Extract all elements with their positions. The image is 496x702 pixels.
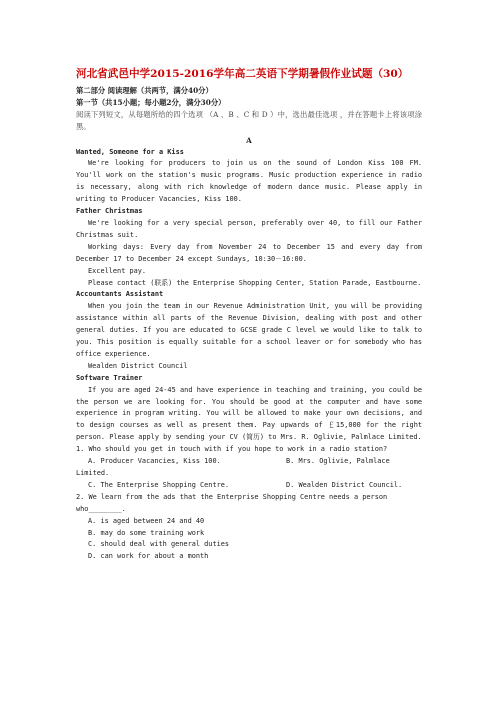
ad-paragraph: We're looking for a very special person, preferably over 40, to fill our Father Christmas suit. <box>76 218 422 239</box>
option-a: A. Producer Vacancies, Kiss 100. <box>88 457 221 466</box>
question-stem: 1. Who should you get in touch with if you hope to work in a radio station? <box>76 445 388 454</box>
option-row <box>76 480 422 492</box>
section-heading: 第一节（共15小题；每小题2分，满分30分） <box>76 97 226 107</box>
option-c: C. The Enterprise Shopping Centre. <box>88 480 230 489</box>
document-body <box>76 85 422 563</box>
ad-paragraph: If you are aged 24-45 and have experience in teaching and training, you could be the person we are looking for. You should be good at the computer and have some experience in program writing. You will be allowed to make your own decisions, and to design courses as well as present them. Pay upwards of ￡15,000 for the right person. Please apply by sending your CV (简历) to Mrs. R. Oglivie, Palmlace Limited. <box>76 385 422 442</box>
instructions: 阅读下列短文，从每题所给的四个选项 （A 、B 、C 和 D ）中，选出最佳选项 ，并在答题卡上将该项涂黑。 <box>76 109 422 131</box>
option-row <box>76 456 422 468</box>
option-b: B. may do some training work <box>88 528 205 537</box>
ad-heading: Father Christmas <box>76 207 143 216</box>
ad-paragraph: Excellent pay. <box>88 266 147 275</box>
ad-heading: Wanted, Someone for a Kiss <box>76 147 184 156</box>
passage-label: A <box>246 135 252 145</box>
option-d: D. can work for about a month <box>88 552 209 561</box>
ad-heading: Accountants Assistant <box>76 290 164 299</box>
option-d: D. Wealden District Council. <box>286 480 403 489</box>
option-c: C. should deal with general duties <box>88 540 230 549</box>
ad-paragraph: We're looking for producers to join us on the sound of London Kiss 100 FM. You'll work on the station's music programs. Music production experience in radio is necessary, along with rich knowledge of modern dance music. Please apply in writing to Producer Vacancies, Kiss 100. <box>76 159 422 204</box>
option-b: B. Mrs. Oglivie, Palmlace <box>286 457 390 466</box>
ad-paragraph: When you join the team in our Revenue Administration Unit, you will be providing assistance within all parts of the Revenue Division, dealing with post and other general duties. If you are educated to GCSE grade C level we would like to talk to you. This position is equally suitable for a school leaver or for somebody who has office experience. <box>76 302 422 358</box>
ad-paragraph: Please contact (联系) the Enterprise Shopping Center, Station Parade, Eastbourne. <box>88 278 422 287</box>
option-wrap: Limited. <box>76 469 110 477</box>
part-heading: 第二部分 阅读理解（共两节，满分40分） <box>76 86 213 95</box>
question-stem-cont: who________. <box>76 504 126 513</box>
question-stem: 2. We learn from the ads that the Enterprise Shopping Centre needs a person <box>76 492 388 501</box>
option-a: A. is aged between 24 and 40 <box>88 516 205 525</box>
ad-paragraph: Working days: Every day from November 24 to December 15 and every day from December 17 to December 24 except Sundays, 10:30－16:00. <box>76 242 422 263</box>
ad-paragraph: Wealden District Council <box>88 361 188 370</box>
document-title: 河北省武邑中学2015-2016学年高二英语下学期暑假作业试题（30） <box>76 68 409 80</box>
ad-heading: Software Trainer <box>76 373 143 382</box>
